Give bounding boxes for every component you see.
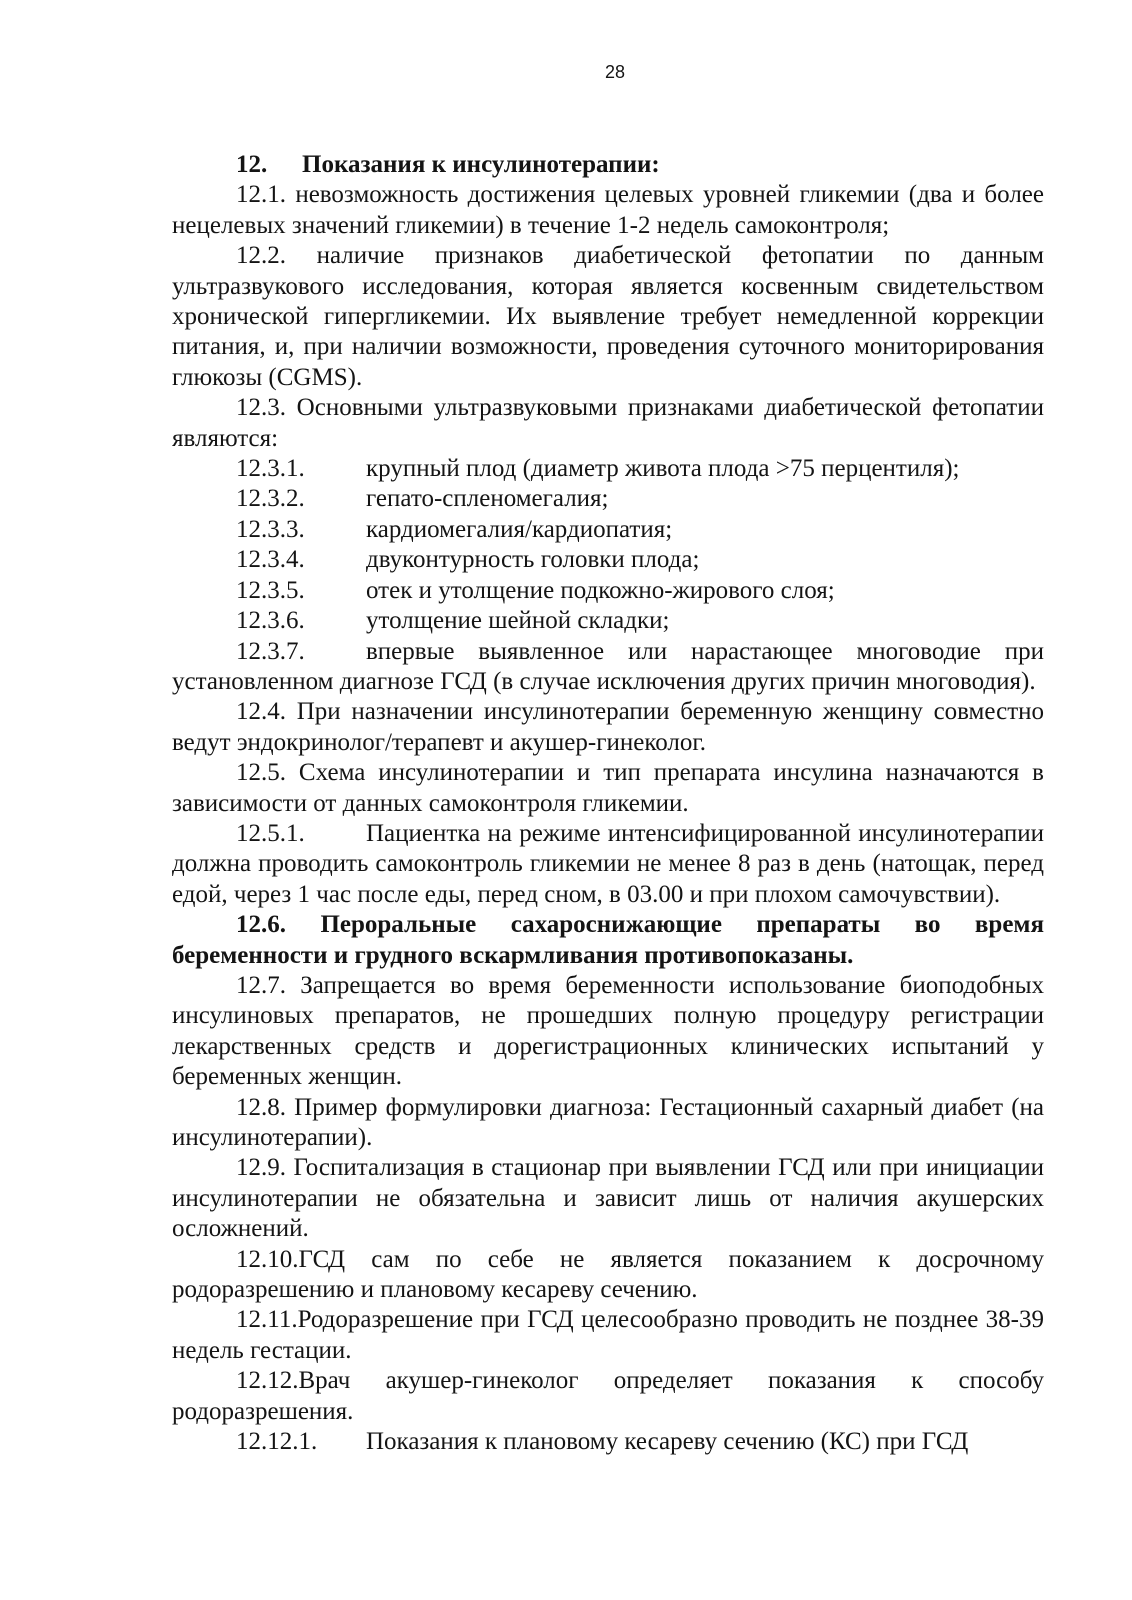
document-body xyxy=(172,150,1044,1457)
list-item xyxy=(172,515,1044,545)
page-number: 28 xyxy=(604,62,626,82)
subparagraph-12-5-1 xyxy=(172,819,1044,910)
list-item-text: гепато-спленомегалия; xyxy=(366,485,609,513)
paragraph-12-12: 12.12.Врач акушер-гинеколог определяет показания к способу родоразрешения. xyxy=(172,1367,1044,1425)
list-item-number: 12.3.3. xyxy=(236,515,305,543)
paragraph-12-9: 12.9. Госпитализация в стационар при выявлении ГСД или при инициации инсулинотерапии не обязательна и зависит лишь от наличия акушерских осложнений. xyxy=(172,1154,1044,1243)
subparagraph-number: 12.12.1. xyxy=(236,1428,318,1456)
section-title: Показания к инсулинотерапии: xyxy=(302,151,660,178)
list-item-number: 12.3.4. xyxy=(236,546,305,574)
paragraph-12-10: 12.10.ГСД сам по себе не является показанием к досрочному родоразрешению и плановому кесареву сечению. xyxy=(172,1245,1044,1304)
list-item-text: впервые выявленное или нарастающее многоводие при установленном диагнозе ГСД (в случае исключения других причин многоводия). xyxy=(172,637,1044,695)
section-heading xyxy=(172,150,1044,180)
subparagraph-number: 12.5.1. xyxy=(236,819,305,847)
list-item-number: 12.3.7. xyxy=(236,637,305,665)
list-item-text: двуконтурность головки плода; xyxy=(366,546,700,574)
list-item-text: кардиомегалия/кардиопатия; xyxy=(366,515,673,543)
paragraph-12-2: 12.2. наличие признаков диабетической фетопатии по данным ультразвукового исследования, которая является косвенным свидетельством хронической гипергликемии. Их выявление требует немедленной коррекции питания, и, при наличии возможности, проведения суточного мониторирования глюкозы (CGMS). xyxy=(172,242,1044,391)
paragraph-12-6: 12.6. Пероральные сахароснижающие препараты во время беременности и грудного вскармливания противопоказаны. xyxy=(172,911,1044,969)
section-number: 12. xyxy=(236,151,268,178)
paragraph-12-3: 12.3. Основными ультразвуковыми признаками диабетической фетопатии являются: xyxy=(172,394,1044,452)
list-item xyxy=(172,637,1044,698)
list-item-text: отек и утолщение подкожно-жирового слоя; xyxy=(366,576,835,604)
subparagraph-text: Показания к плановому кесареву сечению (КС) при ГСД xyxy=(366,1428,969,1456)
list-item-text: утолщение шейной складки; xyxy=(366,607,670,635)
list-item-number: 12.3.1. xyxy=(236,455,305,483)
paragraph-12-4: 12.4. При назначении инсулинотерапии беременную женщину совместно ведут эндокринолог/терапевт и акушер-гинеколог. xyxy=(172,698,1044,756)
subparagraph-12-12-1 xyxy=(172,1427,1044,1457)
paragraph-12-8: 12.8. Пример формулировки диагноза: Гестационный сахарный диабет (на инсулинотерапии). xyxy=(172,1093,1044,1151)
list-item xyxy=(172,454,1044,484)
list-item xyxy=(172,606,1044,636)
paragraph-12-1: 12.1. невозможность достижения целевых уровней гликемии (два и более нецелевых значений гликемии) в течение 1-2 недель самоконтроля; xyxy=(172,181,1044,239)
paragraph-12-7: 12.7. Запрещается во время беременности использование биоподобных инсулиновых препаратов, не прошедших полную процедуру регистрации лекарственных средств и дорегистрационных клинических испытаний у беременных женщин. xyxy=(172,971,1044,1091)
subparagraph-text: Пациентка на режиме интенсифицированной инсулинотерапии должна проводить самоконтроль гликемии не менее 8 раз в день (натощак, перед едой, через 1 час после еды, перед сном, в 03.00 и при плохом самочувствии). xyxy=(172,819,1044,908)
list-item-text: крупный плод (диаметр живота плода >75 перцентиля); xyxy=(366,455,960,483)
list-item xyxy=(172,545,1044,575)
list-item-number: 12.3.2. xyxy=(236,485,305,513)
list-item xyxy=(172,576,1044,606)
paragraph-12-11: 12.11.Родоразрешение при ГСД целесообразно проводить не позднее 38-39 недель гестации. xyxy=(172,1306,1044,1364)
paragraph-12-5: 12.5. Схема инсулинотерапии и тип препарата инсулина назначаются в зависимости от данных самоконтроля гликемии. xyxy=(172,759,1044,817)
list-item xyxy=(172,484,1044,514)
list-item-number: 12.3.6. xyxy=(236,607,305,635)
list-item-number: 12.3.5. xyxy=(236,576,305,604)
